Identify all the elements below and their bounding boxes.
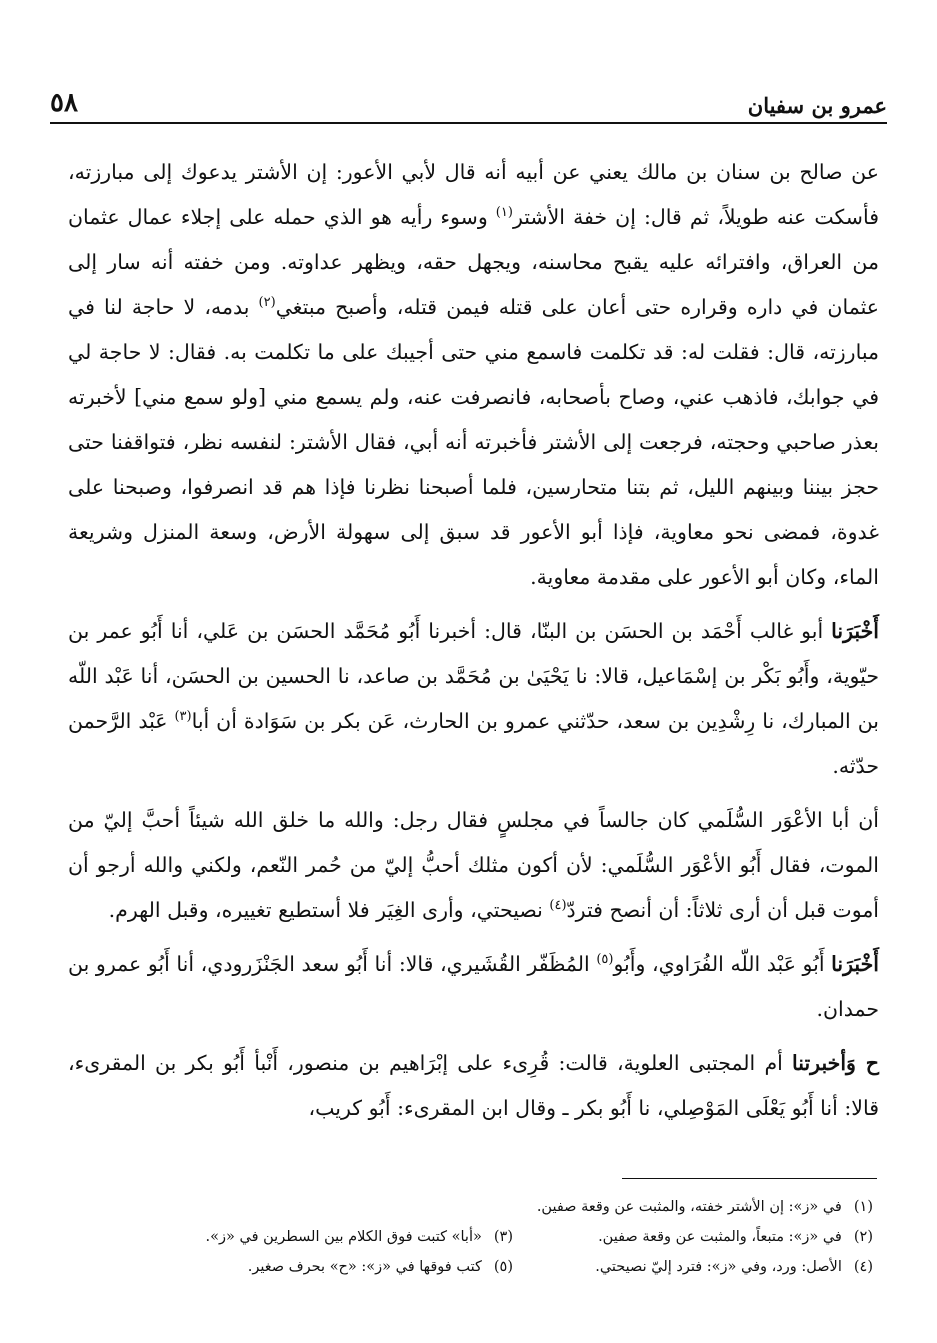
paragraph-text: أم المجتبى العلوية، قالت: قُرِىء على إبْرَاهيم بن منصور، أَنْبأ أَبُو بكر بن المقرىء، قالا: أنا أَبُو يَعْلَى المَوْصِلي، نا أَبُو بكر ـ وقال ابن المقرىء: أَبُو كريب، — [68, 1051, 879, 1120]
paragraph-text: أبو غالب أَحْمَد بن الحسَن بن البنّا، قال: أخبرنا أَبُو مُحَمَّد الحسَن بن عَلي، أنا أَبُو عمر بن حيّوية، وأَبُو بَكْر بن إسْمَاعيل، قالا: نا يَحْيَىٰ بن مُحَمَّد بن صاعد، نا الحسين بن الحسَن، أنا عَبْد اللّه بن المبارك، نا رِشْدِين بن سعد، حدّثني عمرو بن الحارث، عَن بكر بن سَوَادة أن أبا — [68, 619, 880, 733]
footnote-text: في «ز»: متبعاً، والمثبت عن وقعة صفين. — [598, 1229, 842, 1245]
footnote-marker: (٥) — [596, 952, 614, 968]
paragraph-text: المُظَفّر القُشَيري، قالا: أنا أَبُو سعد الجَنْزَرودي، أنا أَبُو عمرو بن حمدان. — [68, 952, 879, 1021]
footnote-number: (١) — [853, 1199, 873, 1215]
footnote-text: «أبا» كتبت فوق الكلام بين السطرين في «ز». — [205, 1229, 482, 1245]
paragraph-text: نصيحتي، وأرى الغِيَر فلا أستطيع تغييره، وقبل الهرم. — [108, 898, 550, 922]
paragraph-text: أَبُو عَبْد اللّه الفُرَاوي، وأَبُو — [613, 952, 832, 976]
paragraph — [68, 609, 879, 789]
footnote-row — [64, 1192, 873, 1222]
running-title: عمرو بن سفيان — [747, 93, 887, 118]
footnote-marker: (٢) — [258, 295, 276, 311]
paragraph-text: بدمه، لا حاجة لنا في مبارزته، قال: فقلت له: قد تكلمت فاسمع مني حتى أجيبك على ما تكلمت به. فقال: لا حاجة لي في جوابك، فاذهب عني، وصاح بأصحابه، فانصرفت عنه، ولم يسمع مني [ولو سمع مني] لأخبرته بعذر صاحبي وحجته، فرجعت إلى الأشتر فأخبرته أنه أبي، فقال الأشتر: لنفسه نظر، فتواقفنا حتى حجز بيننا وبينهم الليل، ثم بتنا متحارسين، فلما أصبحنا نظرنا فإذا هم قد انصرفوا، وصبحنا على غدوة، فمضى نحو معاوية، فإذا أبو الأعور قد سبق إلى سهولة الأرض، وسعة المنزل وشريعة الماء، وكان أبو الأعور على مقدمة معاوية. — [68, 295, 879, 589]
page-number: ٥٨ — [50, 88, 78, 118]
paragraph-text: عن صالح بن سنان بن مالك يعني عن أبيه أنه قال لأبي الأعور: إن الأشتر يدعوك إلى مبارزته، فأسكت عنه طويلاً، ثم قال: إن خفة الأشتر — [68, 160, 879, 229]
page-header — [50, 82, 887, 124]
paragraph — [68, 1041, 879, 1131]
footnote-divider — [622, 1178, 877, 1179]
paragraph — [68, 150, 879, 600]
footnote-marker: (١) — [495, 205, 513, 221]
footnote-number: (٤) — [853, 1259, 873, 1275]
footnote-marker: (٣) — [174, 709, 192, 725]
paragraph-text: عَبْد الرَّحمن حدّثه. — [68, 709, 879, 778]
footnote-text: كتب فوقها في «ز»: «ح» بحرف صغير. — [247, 1259, 482, 1275]
main-text — [68, 150, 879, 1131]
isnad-lead-word: أَخْبَرَنا — [831, 952, 879, 976]
footnote — [513, 1222, 873, 1252]
footnote — [513, 1252, 873, 1282]
footnote — [248, 1252, 513, 1282]
footnotes — [64, 1192, 873, 1282]
isnad-lead-word: أَخْبَرَنا — [831, 619, 879, 643]
paragraph — [68, 798, 879, 933]
footnote-marker: (٤) — [549, 898, 567, 914]
footnote-text: في «ز»: إن الأشتر خفته، والمثبت عن وقعة صفين. — [536, 1199, 842, 1215]
footnote-row — [64, 1222, 873, 1252]
footnote-number: (٥) — [493, 1259, 513, 1275]
footnote — [206, 1222, 513, 1252]
paragraph — [68, 942, 879, 1032]
footnote-number: (٢) — [853, 1229, 873, 1245]
isnad-lead-word: ح وَأخبرتنا — [792, 1051, 879, 1075]
footnote — [537, 1192, 873, 1222]
paragraph-text: وسوء رأيه هو الذي حمله على إجلاء عمال عثمان من العراق، وافترائه عليه يقبح محاسنه، ويجهل حقه، ويظهر عداوته. ومن خفته أنه سار إلى عثمان في داره وقراره حتى أعان على قتله فيمن قتله، وأصبح مبتغي — [68, 205, 879, 319]
footnote-number: (٣) — [493, 1229, 513, 1245]
paragraph-text: أن أبا الأعْوَر السُّلَمي كان جالساً في مجلسٍ فقال رجل: والله ما خلق الله شيئاً أحبَّ إليّ من الموت، فقال أَبُو الأعْوَر السُّلَمي: لأن أكون مثلك أحبُّ إليّ من حُمر النّعم، ولكني والله أرجو أن أموت قبل أن أرى ثلاثاً: أن أنصح فتردّ — [68, 808, 879, 922]
footnote-row — [64, 1252, 873, 1282]
footnote-text: الأصل: ورد، وفي «ز»: فترد إليّ نصيحتي. — [595, 1259, 842, 1275]
